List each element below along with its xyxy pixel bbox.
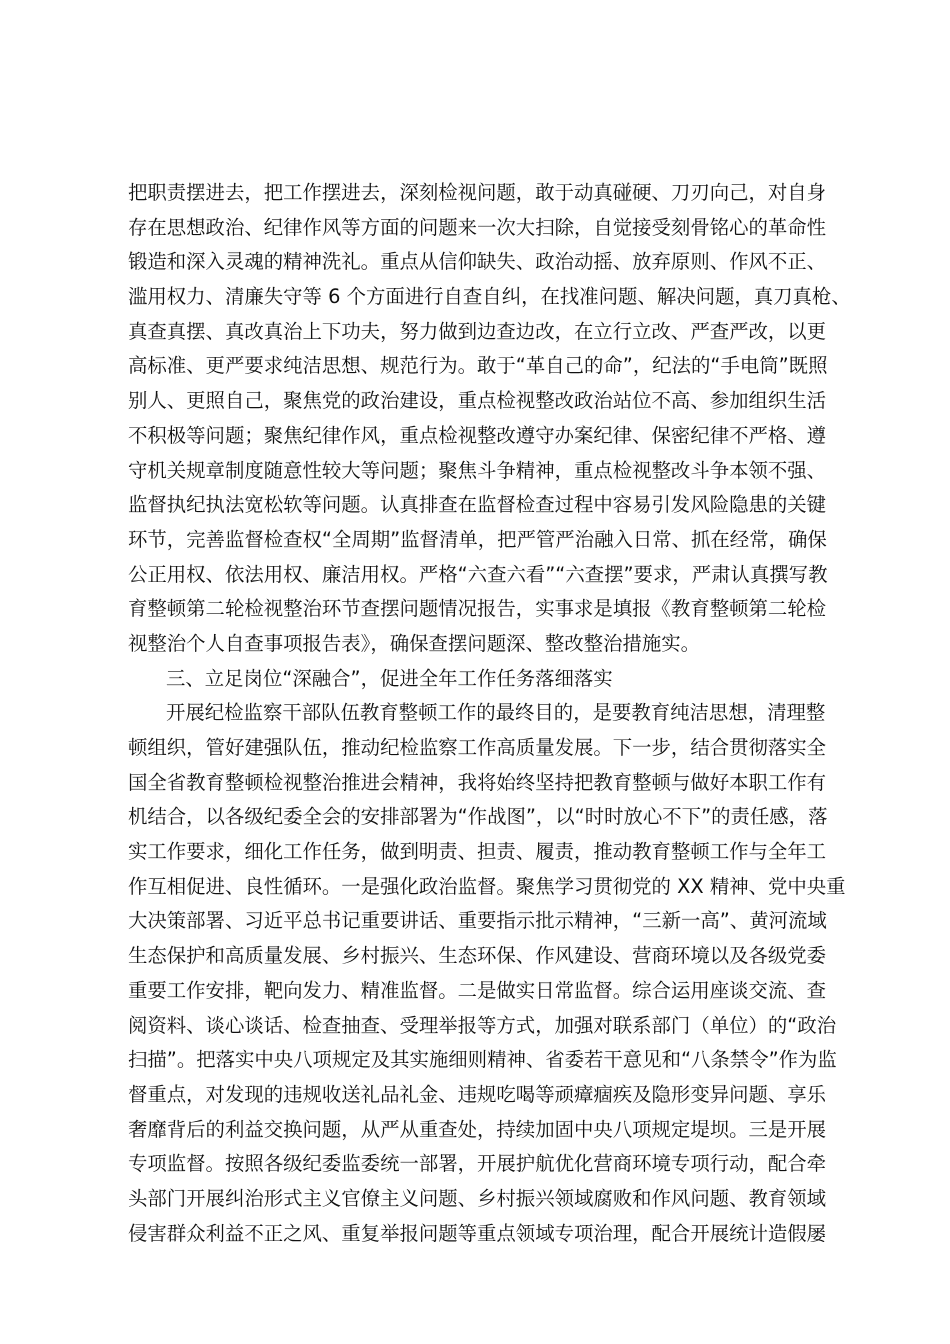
text-line: 高标准、更严要求纯洁思想、规范行为。敢于“革自己的命”，纪法的“手电筒”既照 <box>128 354 828 378</box>
text-line: 真查真摆、真改真治上下功夫，努力做到边查边改，在立行立改、严查严改，以更 <box>128 319 827 343</box>
text-line: 实工作要求，细化工作任务，做到明责、担责、履责，推动教育整顿工作与全年工 <box>128 840 827 864</box>
text-line: 大决策部署、习近平总书记重要讲话、重要指示批示精神，“三新一高”、黄河流域 <box>128 909 827 933</box>
text-line: 环节，完善监督检查权“全周期”监督清单，把严管严治融入日常、抓在经常，确保 <box>128 527 827 551</box>
text-line: 头部门开展纠治形式主义官僚主义问题、乡村振兴领域腐败和作风问题、教育领域 <box>128 1186 827 1210</box>
text-line: 扫描”。把落实中央八项规定及其实施细则精神、省委若干意见和“八条禁令”作为监 <box>128 1048 837 1072</box>
text-line: 公正用权、依法用权、廉洁用权。严格“六查六看”“六查摆”要求，严肃认真撰写教 <box>128 562 828 586</box>
text-line: 监督执纪执法宽松软等问题。认真排查在监督检查过程中容易引发风险隐患的关键 <box>128 493 827 517</box>
text-line: 专项监督。按照各级纪委监委统一部署，开展护航优化营商环境专项行动，配合牵 <box>128 1152 827 1176</box>
text-line: 顿组织，管好建强队伍，推动纪检监察工作高质量发展。下一步，结合贯彻落实全 <box>128 736 827 759</box>
document-body <box>128 176 851 1251</box>
text-line: 机结合，以各级纪委全会的安排部署为“作战图”，以“时时放心不下”的责任感，落 <box>128 805 828 829</box>
text-line: 把职责摆进去，把工作摆进去，深刻检视问题，敢于动真碰硬、刀刃向己，对自身 <box>128 181 827 204</box>
text-line: 作互相促进、良性循环。一是强化政治监督。聚焦学习贯彻党的 XX 精神、党中央重 <box>128 874 846 898</box>
text-line: 锻造和深入灵魂的精神洗礼。重点从信仰缺失、政治动摇、放弃原则、作风不正、 <box>128 250 827 274</box>
text-line: 生态保护和高质量发展、乡村振兴、生态环保、作风建设、营商环境以及各级党委 <box>128 944 827 968</box>
text-line: 视整治个人自查事项报告表》，确保查摆问题深、整改整治措施实。 <box>128 631 701 655</box>
text-line: 重要工作安排，靶向发力、精准监督。二是做实日常监督。综合运用座谈交流、查 <box>128 978 827 1002</box>
section-heading: 三、立足岗位“深融合”，促进全年工作任务落细落实 <box>166 666 613 690</box>
text-line: 国全省教育整顿检视整治推进会精神，我将始终坚持把教育整顿与做好本职工作有 <box>128 770 827 794</box>
text-line: 守机关规章制度随意性较大等问题；聚焦斗争精神，重点检视整改斗争本领不强、 <box>128 458 827 482</box>
text-line: 奢靡背后的利益交换问题，从严从重查处，持续加固中央八项规定堤坝。三是开展 <box>128 1117 827 1141</box>
text-line: 不积极等问题；聚焦纪律作风，重点检视整改遵守办案纪律、保密纪律不严格、遵 <box>128 423 827 447</box>
text-line: 阅资料、谈心谈话、检查抽查、受理举报等方式，加强对联系部门（单位）的“政治 <box>128 1013 837 1037</box>
text-line: 侵害群众利益不正之风、重复举报问题等重点领域专项治理，配合开展统计造假屡 <box>128 1221 827 1245</box>
text-line: 督重点，对发现的违规收送礼品礼金、违规吃喝等顽瘴痼疾及隐形变异问题、享乐 <box>128 1082 827 1106</box>
text-line: 存在思想政治、纪律作风等方面的问题来一次大扫除，自觉接受刻骨铭心的革命性 <box>128 215 827 239</box>
text-line: 育整顿第二轮检视整治环节查摆问题情况报告，实事求是填报《教育整顿第二轮检 <box>128 597 827 621</box>
text-line: 开展纪检监察干部队伍教育整顿工作的最终目的，是要教育纯洁思想，清理整 <box>166 701 826 725</box>
text-line: 别人、更照自己，聚焦党的政治建设，重点检视整改政治站位不高、参加组织生活 <box>128 389 827 413</box>
text-line: 滥用权力、清廉失守等 6 个方面进行自查自纠，在找准问题、解决问题，真刀真枪、 <box>128 285 851 309</box>
